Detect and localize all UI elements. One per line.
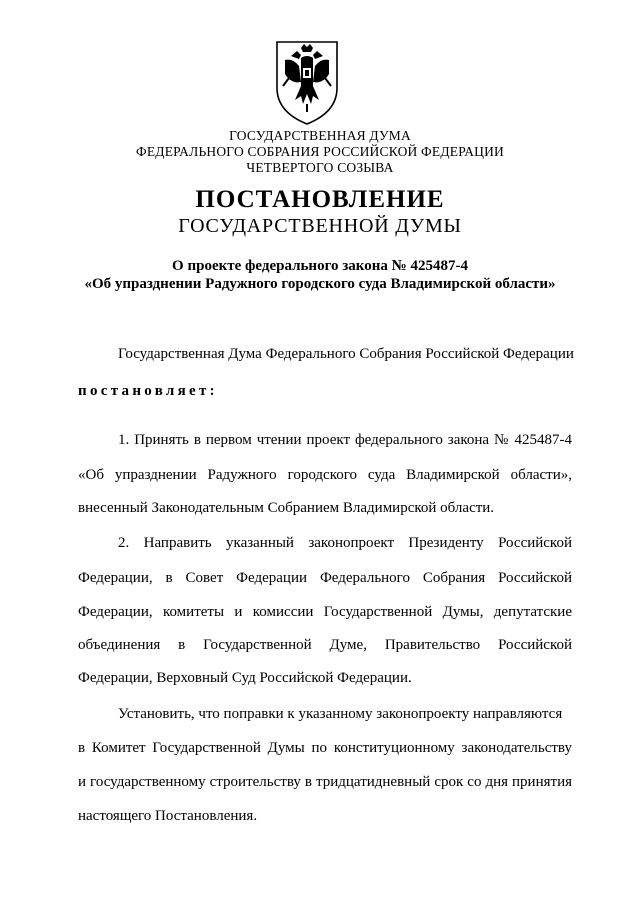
item2-line-2: Федерации, в Совет Федерации Федерального Собрания Российской [78, 570, 572, 586]
decides-word: постановляет: [78, 383, 218, 399]
header-federal-assembly: ФЕДЕРАЛЬНОГО СОБРАНИЯ РОССИЙСКОЙ ФЕДЕРАЦИИ [136, 144, 504, 159]
item2-line-3: Федерации, комитеты и комиссии Государственной Думы, депутатские [78, 604, 572, 620]
item3-line-4: настоящего Постановления. [78, 808, 258, 824]
document-subtitle: ГОСУДАРСТВЕННОЙ ДУМЫ [178, 215, 462, 237]
header-convocation: ЧЕТВЕРТОГО СОЗЫВА [246, 160, 394, 175]
item2-line-5: Федерации, Верховный Суд Российской Федерации. [78, 670, 412, 686]
subject-line-2: «Об упразднении Радужного городского суда Владимирской области» [84, 276, 556, 292]
subject-line-1: О проекте федерального закона № 425487-4 [172, 258, 468, 274]
item1-line-3: внесенный Законодательным Собранием Владимирской области. [78, 500, 495, 516]
item2-line-1: 2. Направить указанный законопроект Президенту Российской [118, 535, 572, 551]
header-duma: ГОСУДАРСТВЕННАЯ ДУМА [229, 128, 411, 143]
preamble-text: Государственная Дума Федерального Собрания Российской Федерации [118, 346, 574, 362]
item3-line-3: и государственному строительству в тридцатидневный срок со дня принятия [78, 774, 572, 790]
double-headed-eagle-emblem-icon [271, 38, 343, 126]
item1-line-2: «Об упразднении Радужного городского суда Владимирской области», [78, 467, 572, 483]
item3-line-2: в Комитет Государственной Думы по конституционному законодательству [78, 740, 572, 756]
item1-line-1: 1. Принять в первом чтении проект федерального закона № 425487-4 [118, 432, 572, 448]
item2-line-4: объединения в Государственной Думе, Правительство Российской [78, 637, 572, 653]
document-title: ПОСТАНОВЛЕНИЕ [195, 186, 445, 213]
item3-line-1: Установить, что поправки к указанному законопроекту направляются [118, 706, 563, 722]
